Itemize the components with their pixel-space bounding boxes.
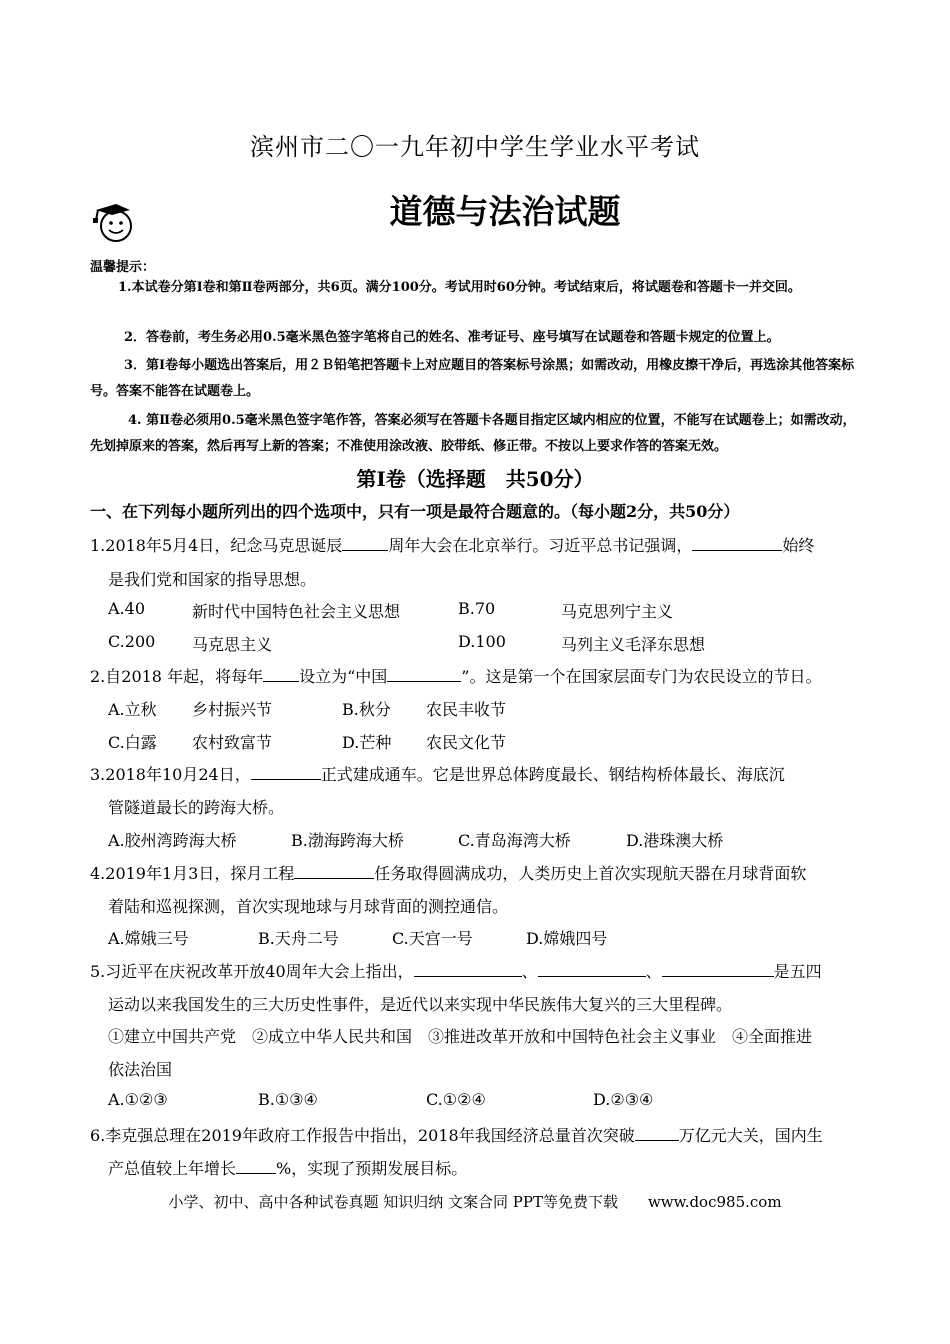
- notice-title: 温馨提示：: [90, 260, 156, 275]
- answer-blank: [538, 962, 646, 977]
- footer-link[interactable]: 小学、初中、高中各种试卷真题 知识归纳 文案合同 PPT等免费下载 www.doc985.com: [168, 1193, 782, 1211]
- q3-option-c: C.青岛海湾大桥: [458, 831, 571, 850]
- q4-option-c: C.天宫一号: [392, 929, 473, 948]
- q4-option-a: A.嫦娥三号: [108, 929, 189, 948]
- q2-option-b: B.秋分: [342, 700, 391, 719]
- q3-option-a: A.胶州湾跨海大桥: [108, 831, 237, 850]
- q2-option-c-text: 农村致富节: [192, 733, 273, 752]
- q2-option-a-text: 乡村振兴节: [192, 700, 273, 719]
- answer-blank: [294, 864, 374, 879]
- q1-option-d-text: 马列主义毛泽东思想: [561, 635, 706, 654]
- q1-option-a-text: 新时代中国特色社会主义思想: [192, 602, 401, 621]
- smiley-graduate-icon: [90, 198, 136, 244]
- notice-item-1: 1.本试卷分第Ⅰ卷和第Ⅱ卷两部分，共6页。满分100分。考试用时60分钟。考试结束后，将试题卷和答题卡一并交回。: [118, 280, 801, 295]
- q5-option-c: C.①②④: [426, 1090, 486, 1109]
- notice-item-2: 2．答卷前，考生务必用0.5毫米黑色签字笔将自己的姓名、准考证号、座号填写在试题卷和答题卡规定的位置上。: [124, 330, 780, 345]
- notice-item-4: 4. 第Ⅱ卷必须用0.5毫米黑色签字笔作答，答案必须写在答题卡各题目指定区域内相应的位置，不能写在试题卷上；如需改动，先划掉原来的答案，然后再写上新的答案；不准使用涂改液、胶带纸、修正带。不按以上要求作答的答案无效。: [90, 413, 856, 454]
- question-6: 6.李克强总理在2019年政府工作报告中指出，2018年我国经济总量首次突破 万亿元大关，国内生: [90, 1126, 823, 1145]
- subject-title: 道德与法治试题: [389, 192, 621, 231]
- q4-option-d: D.嫦娥四号: [526, 929, 608, 948]
- q4-option-b: B.天舟二号: [258, 929, 339, 948]
- q2-option-b-text: 农民丰收节: [426, 700, 507, 719]
- question-5-items-cont: 依法治国: [108, 1060, 173, 1079]
- q2-option-a: A.立秋: [108, 700, 157, 719]
- question-5-items: ①建立中国共产党 ②成立中华人民共和国 ③推进改革开放和中国特色社会主义事业 ④全面推进: [108, 1027, 813, 1046]
- notice-item-3: 3．第Ⅰ卷每小题选出答案后，用２Ｂ铅笔把答题卡上对应题目的答案标号涂黑；如需改动，用橡皮擦干净后，再选涂其他答案标号。答案不能答在试题卷上。: [90, 358, 855, 399]
- answer-blank: [692, 536, 782, 551]
- q5-option-d: D.②③④: [593, 1090, 654, 1109]
- q1-option-b: B.70: [458, 599, 496, 618]
- question-2: 2.自2018 年起，将每年 设立为“中国 ”。这是第一个在国家层面专门为农民设立的节日。: [90, 667, 822, 686]
- question-3: 3.2018年10月24日， 正式建成通车。它是世界总体跨度最长、钢结构桥体最长、海底沉: [90, 765, 785, 784]
- answer-blank: [342, 536, 388, 551]
- q1-option-c-text: 马克思主义: [192, 635, 273, 654]
- answer-blank: [251, 765, 321, 780]
- q2-option-d: D.芒种: [342, 733, 392, 752]
- question-5: 5.习近平在庆祝改革开放40周年大会上指出， 、 、 是五四: [90, 962, 822, 981]
- q3-option-b: B.渤海跨海大桥: [291, 831, 404, 850]
- question-5-cont: 运动以来我国发生的三大历史性事件，是近代以来实现中华民族伟大复兴的三大里程碑。: [108, 995, 733, 1014]
- question-3-cont: 管隧道最长的跨海大桥。: [108, 798, 285, 817]
- answer-blank: [414, 962, 522, 977]
- answer-blank: [387, 667, 461, 682]
- question-1-cont: 是我们党和国家的指导思想。: [108, 570, 317, 589]
- question-6-cont: 产总值较上年增长 %，实现了预期发展目标。: [108, 1159, 468, 1178]
- question-4-cont: 着陆和巡视探测，首次实现地球与月球背面的测控通信。: [108, 897, 509, 916]
- q5-option-a: A.①②③: [108, 1090, 168, 1109]
- question-1: 1.2018年5月4日，纪念马克思诞辰 周年大会在北京举行。习近平总书记强调， 始终: [90, 536, 815, 555]
- section-title: 第Ⅰ卷（选择题 共50分）: [356, 467, 594, 491]
- answer-blank: [662, 962, 774, 977]
- q2-option-c: C.白露: [108, 733, 157, 752]
- answer-blank: [263, 667, 299, 682]
- question-4: 4.2019年1月3日，探月工程 任务取得圆满成功，人类历史上首次实现航天器在月球背面软: [90, 864, 807, 883]
- exam-title: 滨州市二〇一九年初中学生学业水平考试: [250, 133, 700, 161]
- q1-option-d: D.100: [458, 632, 506, 651]
- q2-option-d-text: 农民文化节: [426, 733, 507, 752]
- q1-option-a: A.40: [108, 599, 145, 618]
- q1-option-b-text: 马克思列宁主义: [561, 602, 674, 621]
- part-title: 一、在下列每小题所列出的四个选项中，只有一项是最符合题意的。（每小题2分，共50分）: [90, 502, 740, 521]
- q1-option-c: C.200: [108, 632, 156, 651]
- q5-option-b: B.①③④: [258, 1090, 318, 1109]
- answer-blank: [635, 1126, 679, 1141]
- answer-blank: [236, 1159, 276, 1174]
- q3-option-d: D.港珠澳大桥: [626, 831, 724, 850]
